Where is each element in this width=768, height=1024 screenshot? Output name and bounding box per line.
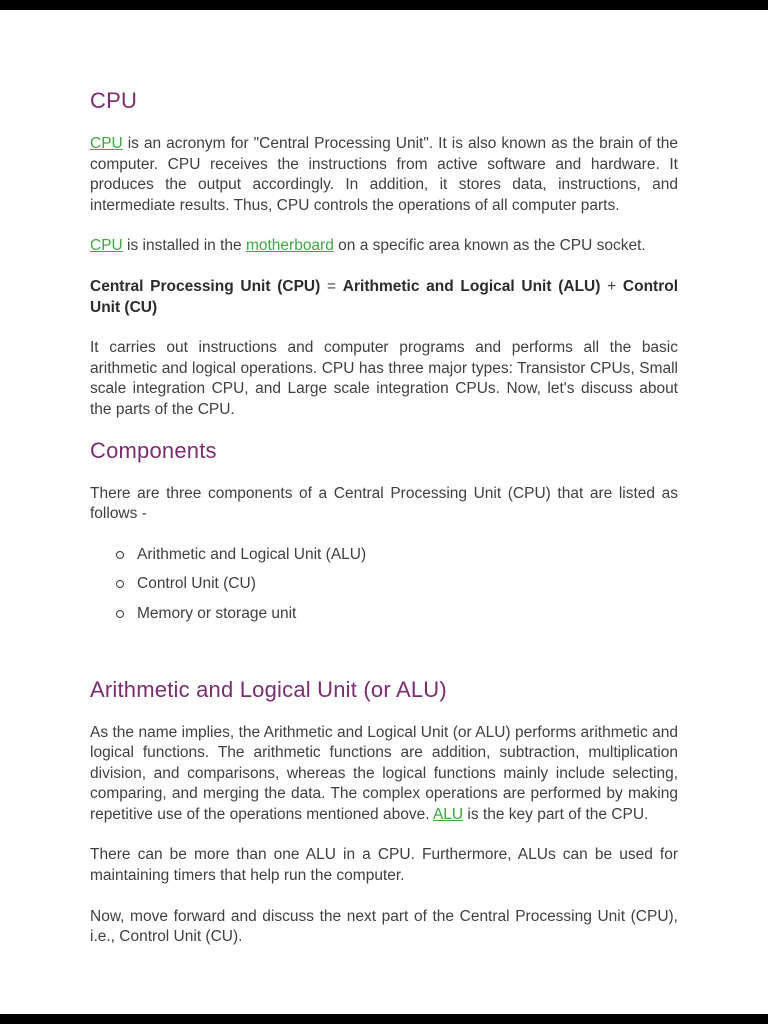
top-letterbox-bar: [0, 0, 768, 10]
page-title-cpu: CPU: [90, 88, 138, 113]
cpu-types-paragraph: It carries out instructions and computer programs and performs all the basic arithmetic and logical operations. CPU has three major types: Transistor CPUs, Small scale integration CPU, and Large scale integration CPUs. Now, let's discuss about the parts of the CPU.: [90, 339, 678, 418]
alu-count-paragraph: There can be more than one ALU in a CPU. Furthermore, ALUs can be used for maintaining timers that help run the computer.: [90, 846, 678, 885]
equation-term: Control Unit (CU): [90, 277, 679, 316]
list-item: [116, 574, 678, 595]
document-page: [90, 10, 678, 948]
circle-bullet-icon: [116, 551, 124, 559]
paragraph-text: is an acronym for "Central Processing Unit". It is also known as the brain of the computer. CPU receives the instructions from active software and hardware. It produces the output accordingly. In addition, it stores data, instructions, and intermediate results. Thus, CPU controls the operations of all computer parts.: [90, 135, 678, 214]
equation-term: Central Processing Unit (CPU): [90, 277, 321, 295]
motherboard-link[interactable]: motherboard: [245, 237, 334, 255]
alu-link[interactable]: ALU: [432, 805, 464, 823]
section-heading-alu: Arithmetic and Logical Unit (or ALU): [90, 676, 447, 702]
section-heading-components: Components: [90, 437, 217, 463]
bottom-letterbox-bar: [0, 1014, 768, 1024]
list-item-label: Control Unit (CU): [137, 575, 256, 593]
paragraph-text: on a specific area known as the CPU socket.: [333, 237, 646, 255]
paragraph-text: is the key part of the CPU.: [463, 805, 649, 823]
equation-operator: =: [320, 277, 343, 295]
components-list: [90, 545, 678, 625]
paragraph-text: is installed in the: [122, 237, 246, 255]
list-item-label: Memory or storage unit: [137, 604, 297, 622]
circle-bullet-icon: [116, 580, 124, 588]
list-item: [116, 545, 678, 566]
list-item: [116, 604, 678, 625]
install-paragraph: [90, 236, 678, 257]
cpu-equation: [90, 277, 678, 318]
cpu-link[interactable]: CPU: [90, 237, 123, 255]
alu-description-paragraph: [90, 723, 678, 826]
next-part-paragraph: Now, move forward and discuss the next part of the Central Processing Unit (CPU), i.e., Control Unit (CU).: [90, 907, 678, 946]
circle-bullet-icon: [116, 610, 124, 618]
cpu-link[interactable]: CPU: [90, 135, 123, 152]
list-item-label: Arithmetic and Logical Unit (ALU): [137, 545, 367, 563]
intro-paragraph: [90, 134, 678, 216]
equation-operator: +: [600, 277, 623, 295]
paragraph-text: As the name implies, the Arithmetic and Logical Unit (or ALU) performs arithmetic and logical functions. The arithmetic functions are addition, subtraction, multiplication division, and comparisons, whereas the logical functions mainly include selecting, comparing, and merging the data. The complex operations are performed by making repetitive use of the operations mentioned above.: [90, 723, 678, 823]
equation-term: Arithmetic and Logical Unit (ALU): [342, 277, 601, 295]
components-intro-paragraph: There are three components of a Central Processing Unit (CPU) that are listed as follows -: [90, 484, 678, 523]
